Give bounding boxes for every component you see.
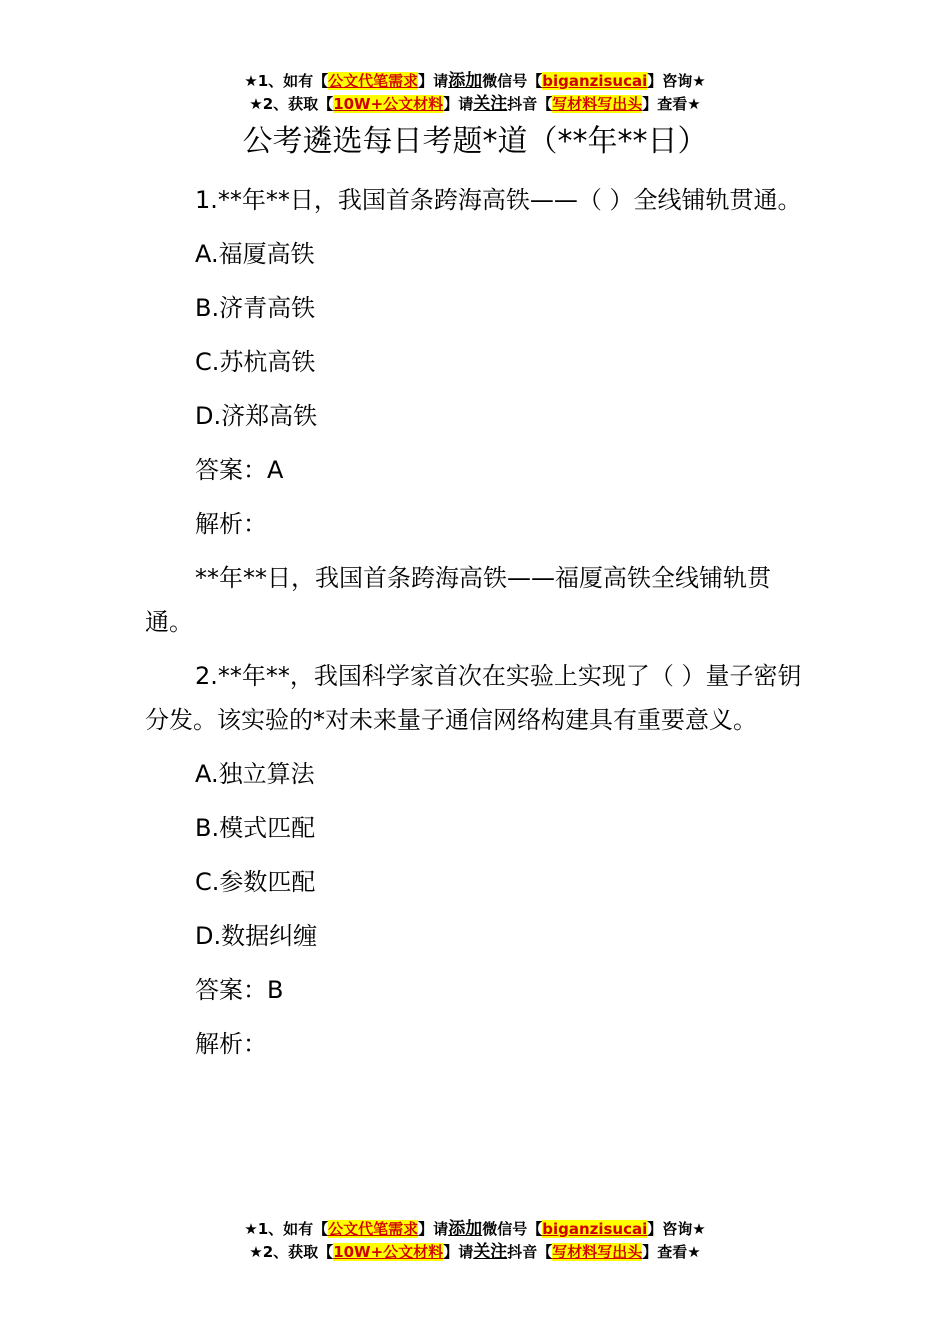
banner-text: ★1、如有【 — [244, 72, 329, 90]
banner-text: 】查看★ — [642, 1243, 701, 1261]
highlight-materials: 10W+公文材料 — [333, 1243, 444, 1261]
banner-text: 】咨询★ — [647, 1220, 706, 1238]
highlight-wechat-id: biganzisucai — [542, 1220, 648, 1238]
highlight-materials: 10W+公文材料 — [333, 95, 444, 113]
highlight-wechat-id: biganzisucai — [542, 72, 648, 90]
banner-text: 抖音【 — [507, 1243, 553, 1261]
option-b: B.济青高铁 — [195, 294, 316, 322]
option-c: C.参数匹配 — [195, 868, 316, 896]
emphasis-text: 关注 — [473, 1242, 508, 1262]
option-d: D.济郑高铁 — [195, 402, 318, 430]
document-body — [145, 178, 810, 1076]
footer-banner — [0, 1218, 950, 1264]
page-title: 公考遴选每日考题*道（**年**日） — [242, 124, 708, 159]
option-a: A.福厦高铁 — [195, 240, 315, 268]
banner-text: 微信号【 — [482, 1220, 543, 1238]
option-c: C.苏杭高铁 — [195, 348, 316, 376]
highlight-service: 公文代笔需求 — [328, 1220, 419, 1238]
banner-text: 】查看★ — [642, 95, 701, 113]
banner-text: 】咨询★ — [647, 72, 706, 90]
banner-line-2 — [0, 1241, 950, 1264]
banner-text: 】请 — [443, 95, 474, 113]
banner-line-2 — [0, 93, 950, 116]
header-banner — [0, 70, 950, 116]
banner-text: 】请 — [418, 72, 449, 90]
answer: 答案：A — [195, 456, 284, 484]
analysis-label: 解析： — [195, 1030, 267, 1058]
banner-text: 抖音【 — [507, 95, 553, 113]
banner-text: ★2、获取【 — [249, 1243, 334, 1261]
option-b: B.模式匹配 — [195, 814, 316, 842]
emphasis-text: 添加 — [448, 71, 483, 91]
highlight-service: 公文代笔需求 — [328, 72, 419, 90]
answer: 答案：B — [195, 976, 284, 1004]
banner-text: ★2、获取【 — [249, 95, 334, 113]
option-d: D.数据纠缠 — [195, 922, 318, 950]
highlight-douyin-id: 写材料写出头 — [552, 95, 643, 113]
analysis-label: 解析： — [195, 510, 267, 538]
banner-text: 微信号【 — [482, 72, 543, 90]
option-a: A.独立算法 — [195, 760, 315, 788]
banner-text: 】请 — [443, 1243, 474, 1261]
banner-line-1 — [0, 1218, 950, 1241]
banner-text: ★1、如有【 — [244, 1220, 329, 1238]
emphasis-text: 添加 — [448, 1219, 483, 1239]
question-1: 1.**年**日，我国首条跨海高铁——（ ）全线铺轨贯通。 — [195, 186, 802, 214]
analysis-text: **年**日，我国首条跨海高铁——福厦高铁全线铺轨贯通。 — [145, 564, 771, 636]
highlight-douyin-id: 写材料写出头 — [552, 1243, 643, 1261]
banner-line-1 — [0, 70, 950, 93]
question-2: 2.**年**，我国科学家首次在实验上实现了（ ）量子密钥分发。该实验的*对未来量子通信网络构建具有重要意义。 — [145, 662, 802, 734]
emphasis-text: 关注 — [473, 94, 508, 114]
banner-text: 】请 — [418, 1220, 449, 1238]
